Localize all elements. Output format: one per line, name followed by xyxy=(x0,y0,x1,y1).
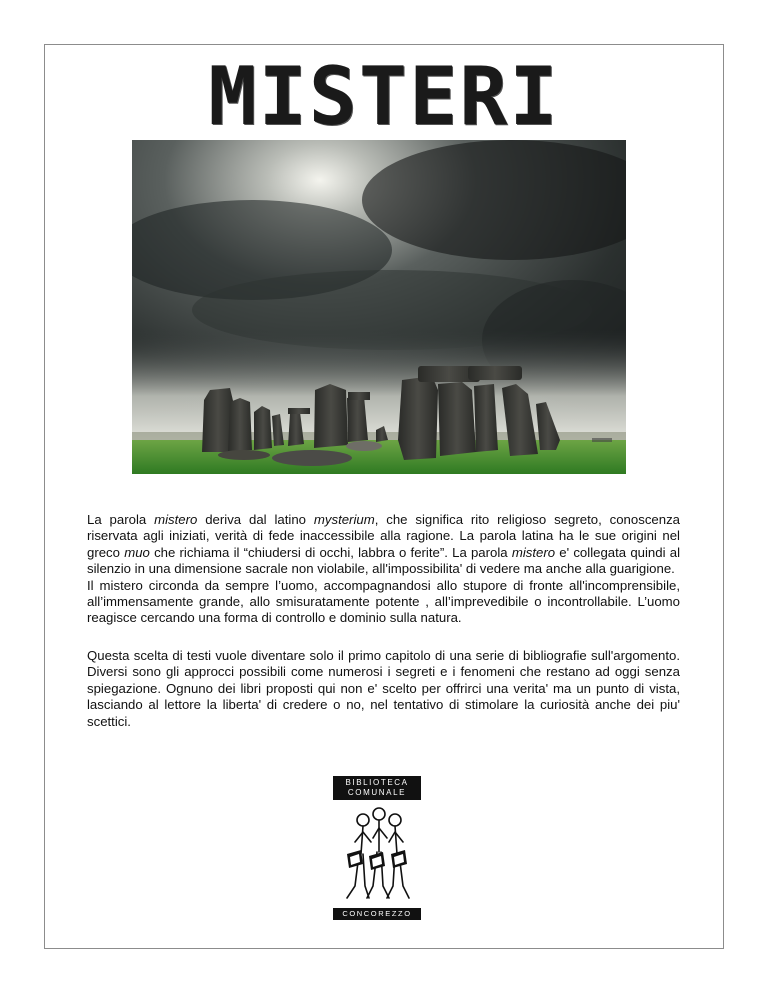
page-title: MISTERI xyxy=(208,50,560,143)
logo-line1: BIBLIOTECA xyxy=(345,778,409,787)
bibliography-text: Questa scelta di testi vuole diventare solo il primo capitolo di una serie di bibliografie sull'argomento. Diversi sono gli approcci possibili come numerosi i segreti e i fenomeni che restano ad oggi senza spiegazione. Ognuno dei libri proposti qui non e' scelto per offrirci una verita' ma un punto di vista, lasciando al lettore la liberta' di credere o no, nel tentativo di stimolare la curiosità anche dei piu' scettici. xyxy=(87,648,680,729)
intro-paragraph xyxy=(87,512,680,627)
italic-term: mysterium xyxy=(313,512,375,527)
text-run: , che significa rito religioso segreto, conoscenza riservata agli iniziati, verità di fede inaccessibile alla ragione. La parola latina ha le sue origini nel greco xyxy=(87,512,681,560)
reading-figures-icon xyxy=(337,802,417,906)
text-run: e' collegata quindi al silenzio in una dimensione sacrale non violabile, all'impossibilita' di vedere ma anche alla guarigione. xyxy=(87,544,680,577)
mystery-context-text: Il mistero circonda da sempre l’uomo, accompagnandosi allo stupore di fronte all'incomprensibile, all’immensamente grande, allo smisuratamente potente , all’imprevedibile o incontrollabile. L’uomo reagisce cercando una forma di controllo e dominio sulla natura. xyxy=(87,577,680,626)
logo-footer: CONCOREZZO xyxy=(333,908,421,920)
text-run: deriva dal latino xyxy=(197,512,314,527)
italic-term: mistero xyxy=(511,544,556,560)
stonehenge-photo xyxy=(132,140,626,474)
bibliography-paragraph xyxy=(87,648,680,730)
italic-term: mistero xyxy=(154,512,198,527)
logo-line2: COMUNALE xyxy=(347,788,407,797)
text-run: che richiama il “chiudersi di occhi, labbra o ferite”. La parola xyxy=(149,544,512,560)
stonehenge-image xyxy=(132,140,626,474)
italic-term: muo xyxy=(124,544,150,560)
definition-text xyxy=(87,512,680,578)
text-run: La parola xyxy=(87,512,155,527)
library-logo xyxy=(333,776,421,920)
logo-header xyxy=(333,776,421,800)
